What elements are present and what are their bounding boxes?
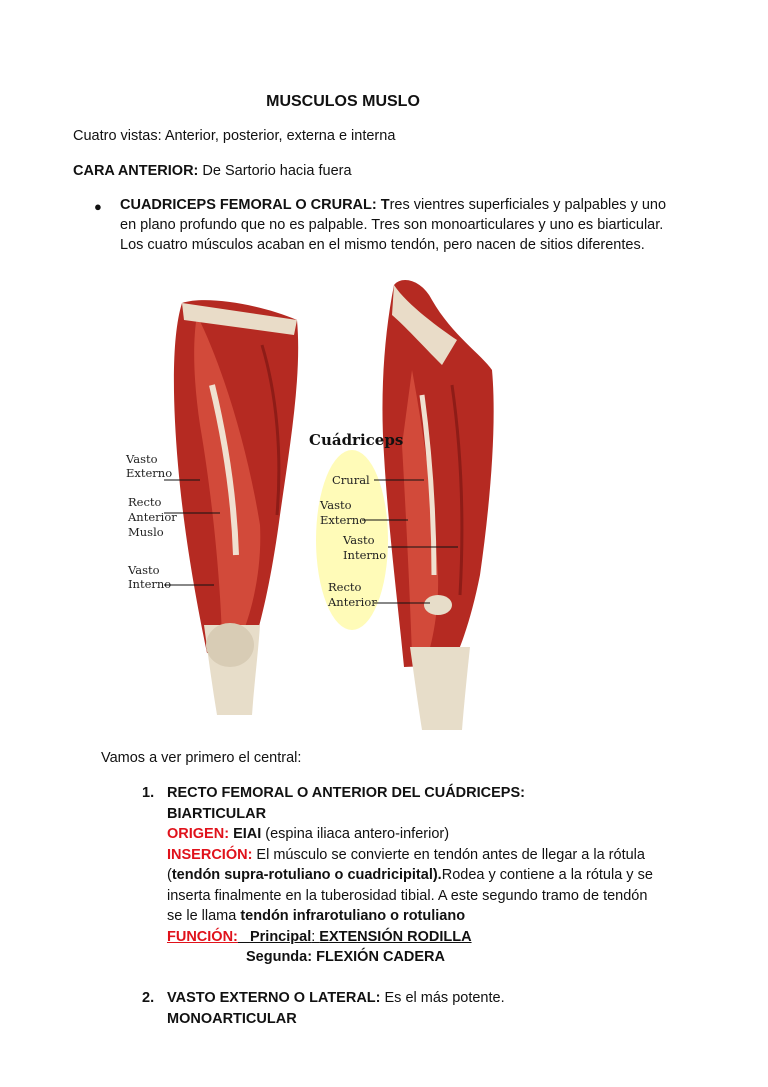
insertion-paragraph: [167, 845, 662, 927]
bullet-text: res vientres superficiales y palpables y uno en plano profundo que no es palpable. Tres son monoarticulares y uno es biarticular. Los cuatro músculos acaban en el mismo tendón, pero nacen de sitios diferentes.: [120, 197, 667, 253]
right-leg-illustration: [382, 280, 493, 730]
label-vasto-externo-c2: Externo: [320, 513, 367, 527]
origin-label: ORIGEN:: [167, 826, 230, 842]
page-title: MUSCULOS MUSLO: [266, 93, 420, 110]
label-recto-anterior-l2: Anterior: [128, 510, 177, 524]
left-labels: [125, 452, 177, 591]
item-title-bold: VASTO EXTERNO O LATERAL:: [167, 990, 381, 1006]
label-recto-anterior-l3: Muslo: [128, 525, 164, 539]
function-label: FUNCIÓN:: [167, 928, 238, 945]
label-recto-anterior-c2: Anterior: [328, 595, 377, 609]
item-title-line1: RECTO FEMORAL O ANTERIOR DEL CUÁDRICEPS:: [167, 785, 525, 801]
insertion-text1: El músculo se convierte en tendón antes de llegar a la rótula (: [167, 846, 645, 883]
insertion-bold1: tendón supra-rotuliano o cuadricipital).: [171, 867, 442, 883]
insertion-text2: Rodea y contiene a la rótula y se inserta finalmente en la tuberosidad tibial. A este segundo tramo de tendón se le llama: [167, 867, 653, 924]
function-second: Segunda: FLEXIÓN CADERA: [246, 949, 445, 965]
quadriceps-figure: [112, 275, 542, 735]
list-item-1: [142, 783, 662, 968]
insertion-label: INSERCIÓN:: [167, 846, 253, 863]
list-item-2: [142, 988, 662, 1029]
bullet-marker: ●: [94, 199, 102, 214]
insertion-bold2: tendón infrarotuliano o rotuliano: [240, 908, 466, 924]
item-number: 2.: [142, 990, 155, 1006]
label-vasto-interno-l1: Vasto: [128, 563, 160, 577]
item-title-line2: MONOARTICULAR: [167, 1010, 297, 1027]
section-text: De Sartorio hacia fuera: [198, 163, 352, 179]
label-vasto-interno-l2: Interno: [128, 577, 172, 591]
label-vasto-externo-l1: Vasto: [126, 452, 158, 466]
bullet-paragraph: [120, 195, 680, 255]
transition-line: Vamos a ver primero el central:: [101, 750, 302, 766]
function-principal-value: EXTENSIÓN RODILLA: [319, 928, 472, 945]
bullet-head: CUADRICEPS FEMORAL O CRURAL: T: [120, 197, 390, 213]
quadriceps-illustration: [112, 275, 542, 735]
origin-line: [167, 824, 662, 845]
origin-text: (espina iliaca antero-inferior): [261, 826, 450, 842]
function-principal: Principal: [249, 928, 312, 945]
label-vasto-interno-c1: Vasto: [343, 533, 375, 547]
label-vasto-interno-c2: Interno: [343, 548, 387, 562]
intro-line: Cuatro vistas: Anterior, posterior, externa e interna: [73, 128, 396, 144]
label-crural: Crural: [332, 473, 370, 487]
section-label: CARA ANTERIOR:: [73, 163, 199, 179]
origin-bold: EIAI: [233, 826, 262, 842]
figure-title: Cuádriceps: [309, 431, 404, 449]
label-vasto-externo-c1: Vasto: [320, 498, 352, 512]
left-leg-illustration: [174, 300, 298, 715]
label-vasto-externo-l2: Externo: [126, 466, 173, 480]
label-recto-anterior-c1: Recto: [328, 580, 362, 594]
label-recto-anterior-l1: Recto: [128, 495, 162, 509]
item-title-line2: BIARTICULAR: [167, 805, 267, 822]
function-line: FUNCIÓN: Principal: EXTENSIÓN RODILLA: [167, 928, 472, 945]
section-heading: [73, 163, 352, 179]
item-number: 1.: [142, 785, 155, 801]
item-title-text: Es el más potente.: [380, 990, 505, 1006]
